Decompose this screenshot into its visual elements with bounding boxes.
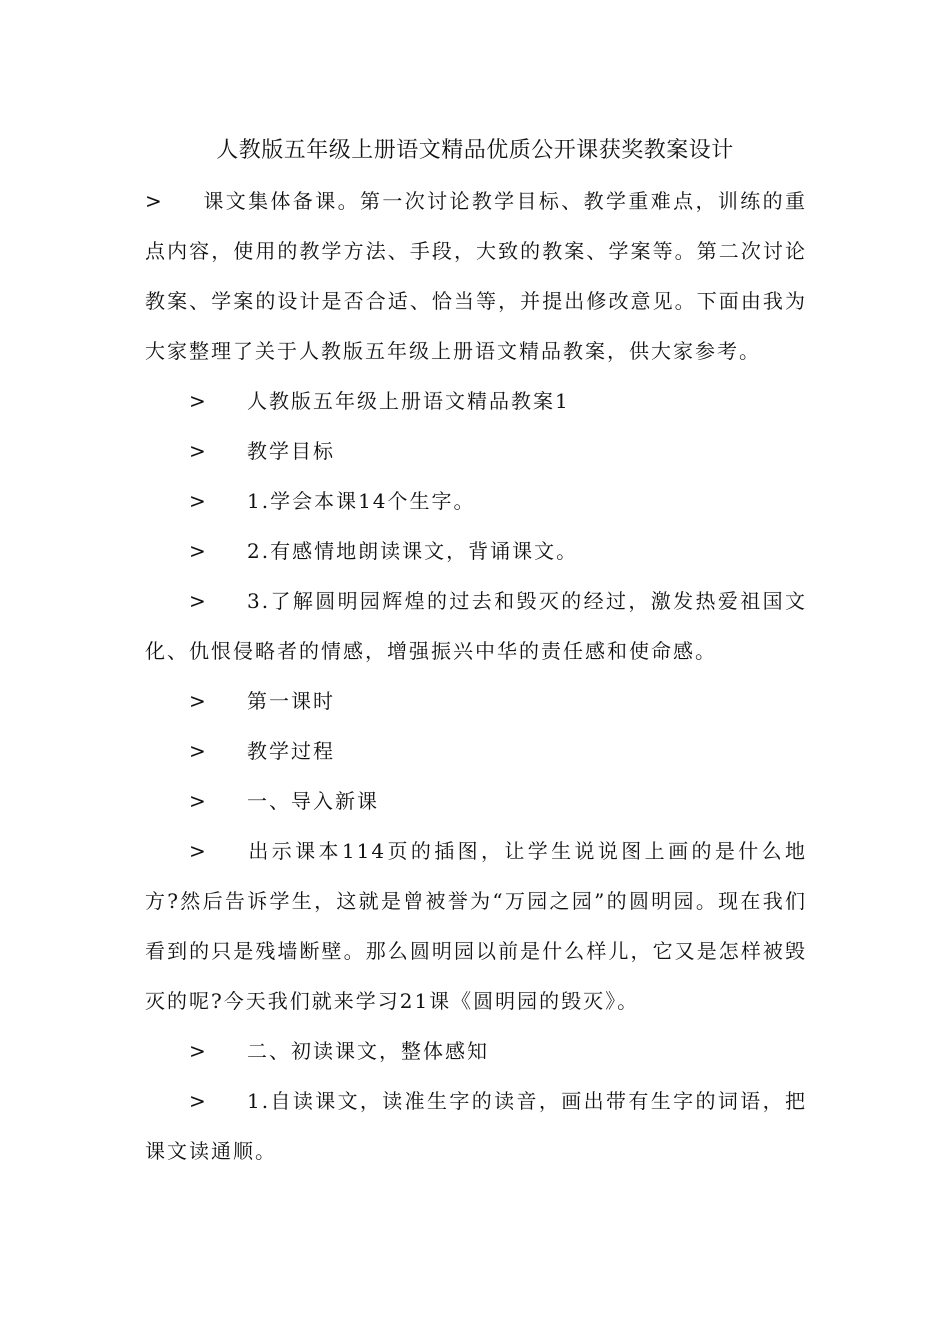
paragraph-section-1: [145, 776, 807, 826]
paragraph-section-2: [145, 1026, 807, 1076]
bullet-arrow-icon: >: [189, 539, 208, 563]
paragraph-text: 课文集体备课。第一次讨论教学目标、教学重难点，训练的重点内容，使用的教学方法、手段，大致的教案、学案等。第二次讨论教案、学案的设计是否合适、恰当等，并提出修改意见。下面由我为大家整理了关于人教版五年级上册语文精品教案，供大家参考。: [145, 189, 807, 363]
paragraph-intro: [145, 176, 807, 376]
paragraph-text: 第一课时: [247, 689, 335, 713]
paragraph-text: 2.有感情地朗读课文，背诵课文。: [247, 539, 579, 563]
bullet-arrow-icon: >: [189, 689, 208, 713]
paragraph-lesson-heading: [145, 376, 807, 426]
document-title: 人教版五年级上册语文精品优质公开课获奖教案设计: [216, 138, 734, 163]
paragraph-text: 1.自读课文，读准生字的读音，画出带有生字的词语，把课文读通顺。: [145, 1089, 807, 1163]
paragraph-objective-1: [145, 476, 807, 526]
paragraph-first-lesson: [145, 676, 807, 726]
paragraph-text: 出示课本114页的插图，让学生说说图上画的是什么地方?然后告诉学生，这就是曾被誉为“万园之园”的圆明园。现在我们看到的只是残墙断壁。那么圆明园以前是什么样儿，它又是怎样被毁灭的呢?今天我们就来学习21课《圆明园的毁灭》。: [145, 839, 807, 1013]
bullet-arrow-icon: >: [189, 1089, 208, 1113]
paragraph-text: 二、初读课文，整体感知: [247, 1039, 489, 1063]
paragraph-text: 人教版五年级上册语文精品教案1: [247, 389, 570, 413]
paragraph-text: 1.学会本课14个生字。: [247, 489, 476, 513]
paragraph-objective-2: [145, 526, 807, 576]
document-body: [145, 176, 807, 1176]
paragraph-text: 教学过程: [247, 739, 335, 763]
paragraph-text: 教学目标: [247, 439, 335, 463]
paragraph-text: 3.了解圆明园辉煌的过去和毁灭的经过，激发热爱祖国文化、仇恨侵略者的情感，增强振兴中华的责任感和使命感。: [145, 589, 807, 663]
paragraph-process-heading: [145, 726, 807, 776]
bullet-arrow-icon: >: [189, 389, 208, 413]
paragraph-intro-activity: [145, 826, 807, 1026]
bullet-arrow-icon: >: [189, 489, 208, 513]
bullet-arrow-icon: >: [189, 839, 208, 863]
bullet-arrow-icon: >: [189, 1039, 208, 1063]
bullet-arrow-icon: >: [145, 189, 164, 213]
bullet-arrow-icon: >: [189, 439, 208, 463]
paragraph-text: 一、导入新课: [247, 789, 379, 813]
paragraph-objectives-heading: [145, 426, 807, 476]
paragraph-read-activity: [145, 1076, 807, 1176]
bullet-arrow-icon: >: [189, 589, 208, 613]
bullet-arrow-icon: >: [189, 789, 208, 813]
bullet-arrow-icon: >: [189, 739, 208, 763]
paragraph-objective-3: [145, 576, 807, 676]
